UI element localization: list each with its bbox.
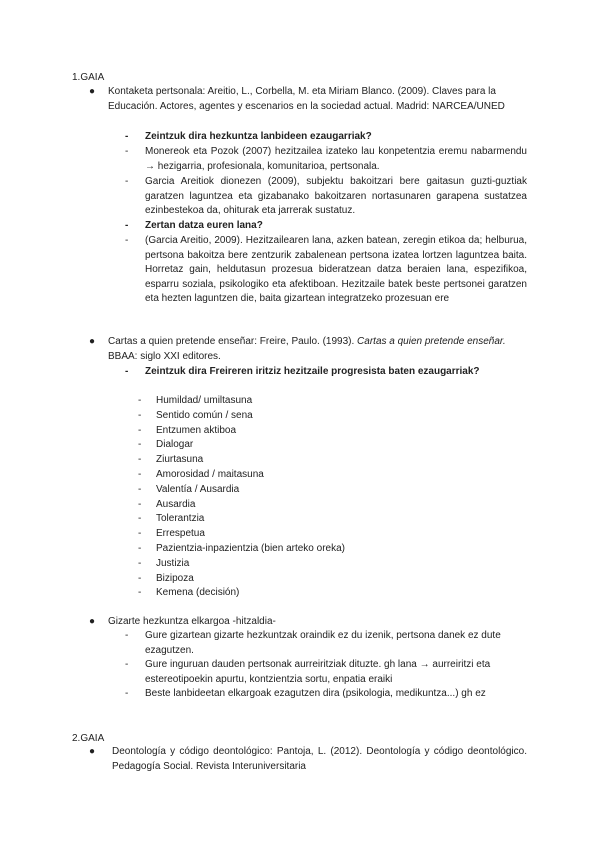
freire-list-item: - Valentía / Ausardia	[138, 483, 240, 495]
freire-list-item: - Dialogar	[138, 439, 194, 451]
answer-hezitzaile: - (Garcia Areitio, 2009). Hezitzailearen lana, azken batean, zeregin etikoa da; helburua, pertsona bakoitza bere zentzurik zabalenean pertsona izatea lortzen laguntzea baita. Horretaz gain, heldutasun prozesua bideratzean datza beraien lana, espezifikoa, esparru soziala, psikologiko eta afektiboan. Hezitzaile batek beste pertsonei garatzen eta hezten laguntzen die, baita gizartean integratzeko prozesuan ere	[125, 235, 527, 304]
question-freire: - Zeintzuk dira Freireren iritziz hezitzaile progresista baten ezaugarriak?	[125, 366, 480, 377]
bullet-freire: ● Cartas a quien pretende enseñar: Freire, Paulo. (1993). Cartas a quien pretende enseñar. BBAA: siglo XXI editores.	[89, 336, 506, 362]
freire-list-item: - Ziurtasuna	[138, 454, 204, 466]
bullet-kontaketa	[89, 85, 528, 114]
bullet-dot: ●	[89, 336, 96, 347]
bullet-dot: ●	[89, 86, 96, 97]
freire-list-item: - Errespetua	[138, 528, 205, 540]
freire-list-item: - Sentido común / sena	[138, 409, 253, 421]
section-heading-2: 2.GAIA	[72, 733, 105, 744]
freire-list-item: - Humildad/ umiltasuna	[138, 395, 253, 406]
freire-list-item: - Amorosidad / maitasuna	[138, 469, 264, 480]
freire-list-item: - Bizipoza	[138, 572, 194, 584]
freire-list-item: - Entzumen aktiboa	[138, 424, 237, 436]
bullet-gizarte: ● Gizarte hezkuntza elkargoa -hitzaldia-	[108, 615, 528, 630]
subitem-izenik: - Gure gizartean gizarte hezkuntzak oraindik ez du izenik, pertsona danek ez dute ezagutzen.	[125, 630, 501, 656]
bullet-text: Kontaketa pertsonala: Areitio, L., Corbella, M. eta Miriam Blanco. (2009). Claves para la Educación. Actores, agentes y escenarios en la sociedad actual. Madrid: NARCEA/UNED	[108, 86, 505, 112]
question-lana: - Zertan datza euren lana?	[125, 220, 263, 231]
answer-monereo: - Monereok eta Pozok (2007) hezitzailea izateko lau konpetentzia eremu nabarmendu → hezigarria, profesionala, komunitarioa, pertsonala.	[125, 146, 527, 172]
bullet-dot: ●	[89, 746, 96, 757]
subitem-elkargoak: - Beste lanbideetan elkargoak ezagutzen dira (psikologia, medikuntza...) gh ez	[125, 688, 486, 699]
freire-list-item: - Tolerantzia	[138, 513, 205, 525]
freire-list-item: - Kemena (decisión)	[138, 587, 240, 599]
freire-list-item: - Ausardia	[138, 498, 196, 510]
answer-garcia: - Garcia Areitiok dionezen (2009), subjektu bakoitzari bere gaitasun guzti-guztiak garatzen laguntzea eta gizabanako bakoitzaren nortasunaren garapena sustatzea ezinbestekoa da, ohiturak eta jarrerak sustatuz.	[125, 176, 527, 216]
bullet-deontologia: ● Deontología y código deontológico: Pantoja, L. (2012). Deontología y código deontológico. Pedagogía Social. Revista Interuniversitaria	[89, 746, 527, 772]
freire-list-item: - Justizia	[138, 557, 190, 569]
section-heading-1: 1.GAIA	[72, 72, 105, 83]
freire-list-item: - Pazientzia-inpazientzia (bien arteko oreka)	[138, 543, 345, 554]
question-ezaugarriak: - Zeintzuk dira hezkuntza lanbideen ezaugarriak?	[125, 131, 372, 142]
bullet-dot: ●	[89, 616, 96, 627]
subitem-aurreiritziak: - Gure inguruan dauden pertsonak aurreiritziak dituzte. gh lana → aurreiritzi eta estereotipoekin apurtu, kontzientzia sortu, enpatia eraiki	[125, 659, 491, 685]
